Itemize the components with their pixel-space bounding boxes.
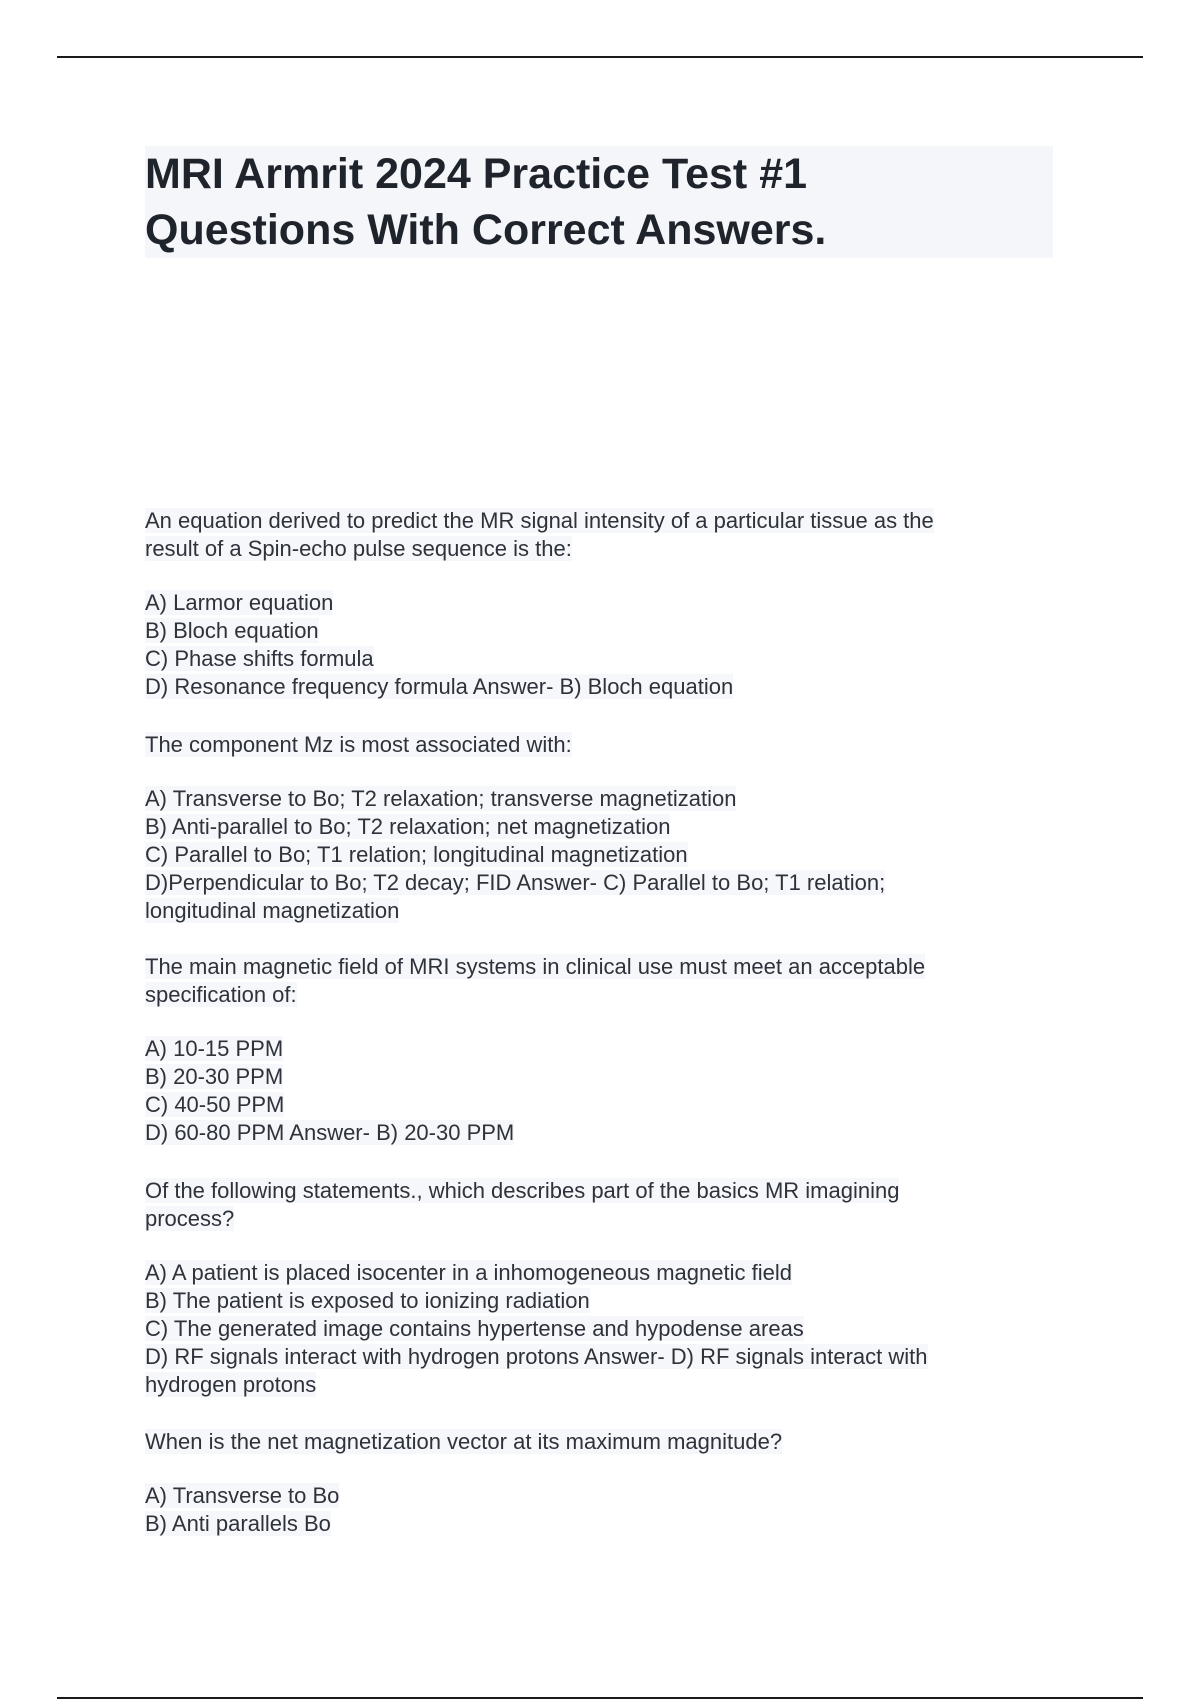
answer-option: B) Anti parallels Bo xyxy=(145,1511,331,1536)
question-block-2 xyxy=(145,731,1065,925)
question-text: The component Mz is most associated with: xyxy=(145,732,572,757)
answer-option: D) 60-80 PPM Answer- B) 20-30 PPM xyxy=(145,1120,515,1145)
answer-option: B) Anti-parallel to Bo; T2 relaxation; net magnetization xyxy=(145,814,671,839)
document-title xyxy=(145,146,1053,258)
question-text: An equation derived to predict the MR signal intensity of a particular tissue as the xyxy=(145,508,934,533)
answer-option: longitudinal magnetization xyxy=(145,898,400,923)
answer-option: B) 20-30 PPM xyxy=(145,1064,284,1089)
answer-option: B) Bloch equation xyxy=(145,618,319,643)
title-line-2: Questions With Correct Answers. xyxy=(145,206,827,254)
answer-option: C) The generated image contains hypertense and hypodense areas xyxy=(145,1316,804,1341)
question-block-4 xyxy=(145,1177,1065,1399)
answer-option: A) Larmor equation xyxy=(145,590,334,615)
bottom-rule xyxy=(57,1697,1143,1699)
top-rule xyxy=(57,56,1143,58)
question-block-5 xyxy=(145,1428,1065,1538)
answer-option: C) Phase shifts formula xyxy=(145,646,374,671)
answer-option: B) The patient is exposed to ionizing radiation xyxy=(145,1288,590,1313)
answer-option: A) Transverse to Bo xyxy=(145,1483,340,1508)
answer-option: D)Perpendicular to Bo; T2 decay; FID Answer- C) Parallel to Bo; T1 relation; xyxy=(145,870,886,895)
title-line-1: MRI Armrit 2024 Practice Test #1 xyxy=(145,150,808,198)
question-text: The main magnetic field of MRI systems in clinical use must meet an acceptable xyxy=(145,954,926,979)
question-block-3 xyxy=(145,953,1065,1147)
answer-option: C) 40-50 PPM xyxy=(145,1092,285,1117)
question-text: process? xyxy=(145,1206,235,1231)
answer-option: D) RF signals interact with hydrogen protons Answer- D) RF signals interact with xyxy=(145,1344,928,1369)
answer-option: D) Resonance frequency formula Answer- B) Bloch equation xyxy=(145,674,734,699)
question-text: Of the following statements., which describes part of the basics MR imagining xyxy=(145,1178,900,1203)
question-text: When is the net magnetization vector at its maximum magnitude? xyxy=(145,1429,783,1454)
question-block-1 xyxy=(145,507,1065,701)
answer-option: A) A patient is placed isocenter in a inhomogeneous magnetic field xyxy=(145,1260,792,1285)
answer-option: hydrogen protons xyxy=(145,1372,317,1397)
answer-option: A) 10-15 PPM xyxy=(145,1036,284,1061)
answer-option: C) Parallel to Bo; T1 relation; longitudinal magnetization xyxy=(145,842,688,867)
answer-option: A) Transverse to Bo; T2 relaxation; transverse magnetization xyxy=(145,786,737,811)
question-text: specification of: xyxy=(145,982,297,1007)
question-text: result of a Spin-echo pulse sequence is the: xyxy=(145,536,572,561)
